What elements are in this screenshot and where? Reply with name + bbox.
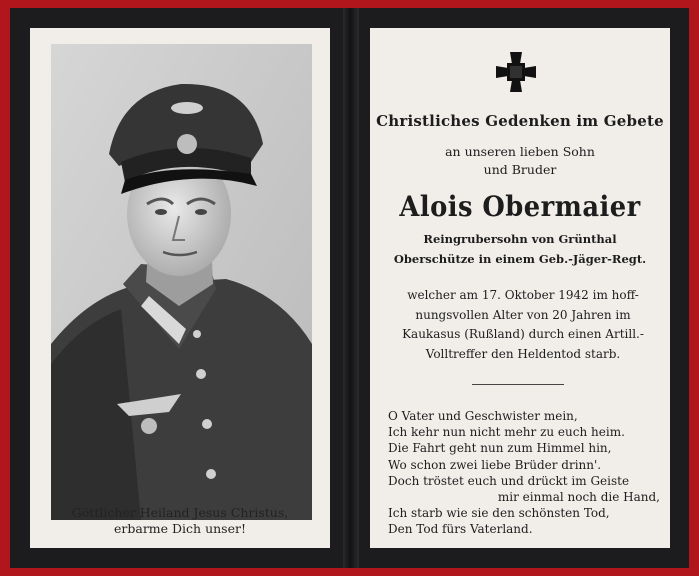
poem-line: Doch tröstet euch und drückt im Geiste: [388, 473, 630, 488]
notice-line: nungsvollen Alter von 20 Jahren im: [415, 307, 631, 322]
intro-line-1: an unseren lieben Sohn: [445, 144, 595, 159]
soldier-photo-image: [51, 44, 312, 520]
origin-line: Reingrubersohn von Grünthal: [423, 232, 617, 246]
memorial-poem: [388, 408, 660, 538]
divider: [472, 384, 564, 385]
rank-line: Oberschütze in einem Geb.-Jäger-Regt.: [393, 252, 647, 266]
poem-line: O Vater und Geschwister mein,: [388, 409, 578, 423]
portrait-caption: [30, 505, 330, 537]
iron-cross-icon: [494, 50, 538, 94]
notice-line: welcher am 17. Oktober 1942 im hoff-: [407, 288, 639, 302]
card-fold: [343, 8, 359, 568]
poem-line: Die Fahrt geht nun zum Himmel hin,: [388, 441, 612, 456]
intro-line-2: und Bruder: [483, 162, 557, 177]
deceased-name: Alois Obermaier: [399, 190, 641, 223]
poem-line: mir einmal noch die Hand,: [497, 490, 660, 505]
right-panel: [370, 28, 670, 548]
poem-line: Den Tod fürs Vaterland.: [388, 522, 533, 537]
left-panel: [30, 28, 330, 548]
poem-line: Ich kehr nun nicht mehr zu euch heim.: [388, 425, 625, 440]
death-notice-text: [390, 286, 656, 364]
memorial-heading: Christliches Gedenken im Gebete: [376, 112, 664, 130]
notice-line: Kaukasus (Rußland) durch einen Artill.-: [402, 327, 644, 341]
poem-line: Wo schon zwei liebe Brüder drinn'.: [388, 457, 602, 472]
soldier-portrait: [51, 44, 312, 520]
caption-line-1: Göttlicher Heiland Jesus Christus,: [71, 505, 289, 520]
poem-line: Ich starb wie sie den schönsten Tod,: [388, 506, 610, 521]
notice-line: Volltreffer den Heldentod starb.: [425, 346, 621, 361]
caption-line-2: erbarme Dich unser!: [114, 521, 246, 536]
